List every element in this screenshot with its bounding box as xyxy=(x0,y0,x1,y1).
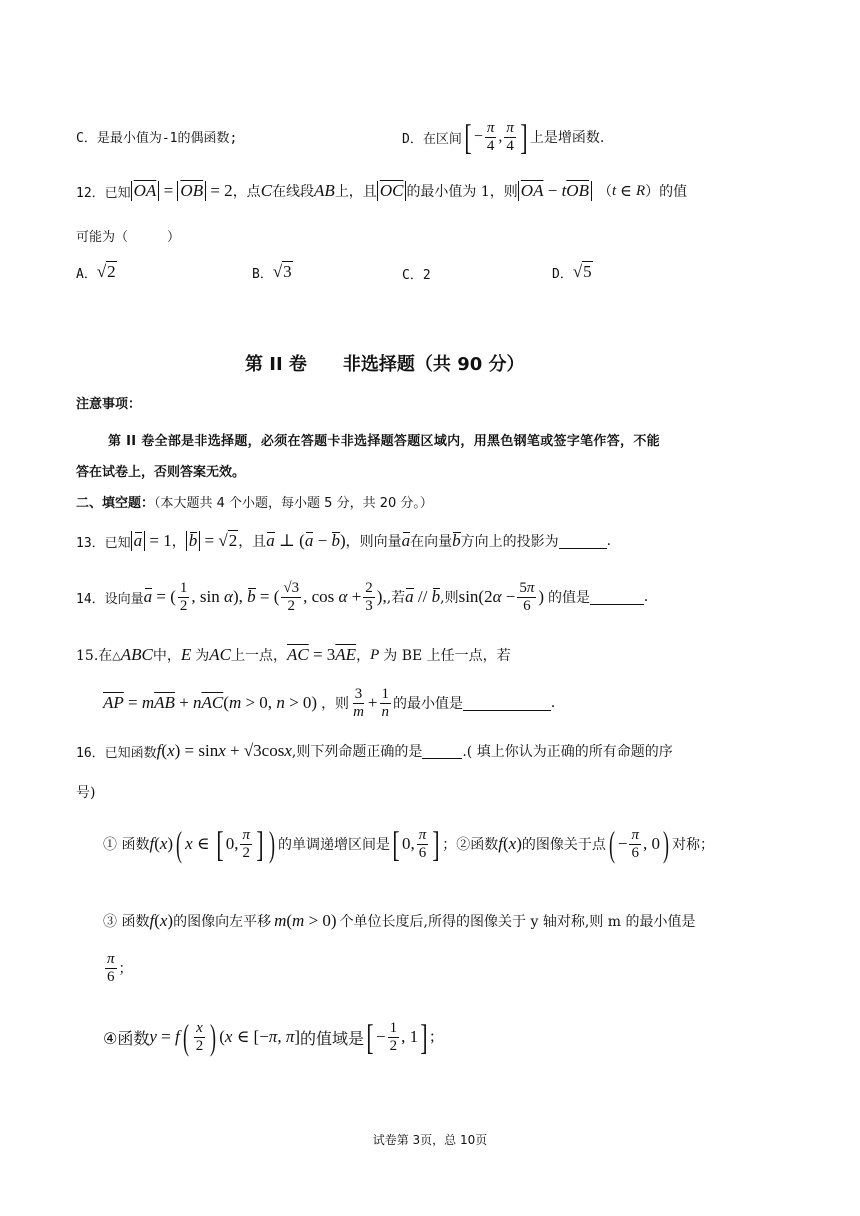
q11-option-d: D．在区间 [ − $\frac{\pi}{4}$ , $\frac{\pi}{4}$ ] 上是增函数. xyxy=(402,117,605,157)
section-title: 第 II 卷 非选择题（共 90 分） xyxy=(245,354,525,375)
fraction: $\frac{\pi}{4}$ xyxy=(486,119,495,154)
q15-number: 15.在 xyxy=(76,648,113,664)
q11-d-tail: 上是增函数. xyxy=(529,130,605,146)
q12-option-b: B． √3 xyxy=(252,262,292,282)
q14: 14．设向量 a = ( $\frac{1}{2}$ , sin α), b = ( $\frac{√3}{2}$ , cos α + $\frac{2}{3}$ ), ,若 a // b ,则 sin(2α − $\frac{5\pi}{6}$ ) 的值是 . xyxy=(76,579,649,614)
proposition-1-2: ① 函数 f ( x ) ( x ∈ [ 0, $\frac{\pi}{2}$ ] ) 的单调递增区间是 [ 0, $\frac{\pi}{6}$ ] ；②函数 f ( x ) 的图像关于点 ( − $\frac{\pi}{6}$ , 0 ) 对称； xyxy=(103,824,714,864)
q12-stem: 12．已知 $\overline{OA}$ = $\overline{OB}$ = 2 ，点 C 在线段 AB 上，且 $\overline{OC}$ 的最小值为 1，则 $\overline{OA} - t\overline{OB}$ （ t ∈ R ）的值 xyxy=(76,181,688,201)
q12-line2: 可能为（ ） xyxy=(76,230,181,245)
q12-option-c: C．2 xyxy=(402,268,431,283)
fill-section-title: 二、填空题：（本大题共 4 个小题，每小题 5 分，共 20 分。） xyxy=(76,496,433,511)
proposition-3: ③ 函数 f ( x ) 的图像向左平移 m(m > 0) 个单位长度后,所得的图像关于 y 轴对称,则 m 的最小值是 xyxy=(103,911,696,930)
q15-line1: 15.在 △ ABC 中， E 为 AC 上一点， $\overline{AC} = 3\overline{AE}$ ， P 为 BE 上任一点，若 xyxy=(76,645,511,664)
q16-line2: 号) xyxy=(76,785,96,801)
notice-line2: 答在试卷上，否则答案无效。 xyxy=(76,465,246,480)
page-footer: 试卷第 3页，总 10页 xyxy=(372,1133,488,1147)
notice-title: 注意事项： xyxy=(76,397,142,412)
q12-option-a: A． √2 xyxy=(76,262,116,282)
q11-option-c: C．是最小值为-1的偶函数; xyxy=(76,131,238,146)
proposition-4: ④函数 y = f ( $\frac{x}{2}$ ) (x ∈ [−π, π] 的值域是 [ − $\frac{1}{2}$ , 1 ] ; xyxy=(103,1017,435,1057)
q15-line2: $\overline{AP} = m\overline{AB} + n\overline{AC}(m > 0$, n > 0) ，则 $\frac{3}{m}$ + $\frac{1}{n}$ 的最小值是 . xyxy=(103,685,555,720)
fraction: $\frac{\pi}{4}$ xyxy=(506,119,514,154)
q13: 13．已知 a = 1 ， b = √2 ，且 a ⊥ ( a − b ) ，则向量 a 在向量 b 方向上的投影为 . xyxy=(76,531,612,551)
q14-number: 14．设向量 xyxy=(76,591,144,607)
notice-line1: 第 II 卷全部是非选择题，必须在答题卡非选择题答题区域内，用黑色钢笔或签字笔作答，不能 xyxy=(108,434,660,449)
q11-d-label: D．在区间 xyxy=(402,131,462,147)
q12-number: 12．已知 xyxy=(76,185,131,201)
q12-option-d: D． √5 xyxy=(552,262,592,282)
q16-line1: 16．已知函数 f ( x ) = sinx + √3cosx ,则下列命题正确的是 .( 填上你认为正确的所有命题的序 xyxy=(76,741,673,761)
q13-number: 13．已知 xyxy=(76,535,131,551)
proposition-3-answer: $\frac{\pi}{6}$ ； xyxy=(107,950,133,985)
bracket-left: [ xyxy=(464,117,472,157)
bracket-right: ] xyxy=(520,117,528,157)
q16-number: 16．已知函数 xyxy=(76,745,157,761)
